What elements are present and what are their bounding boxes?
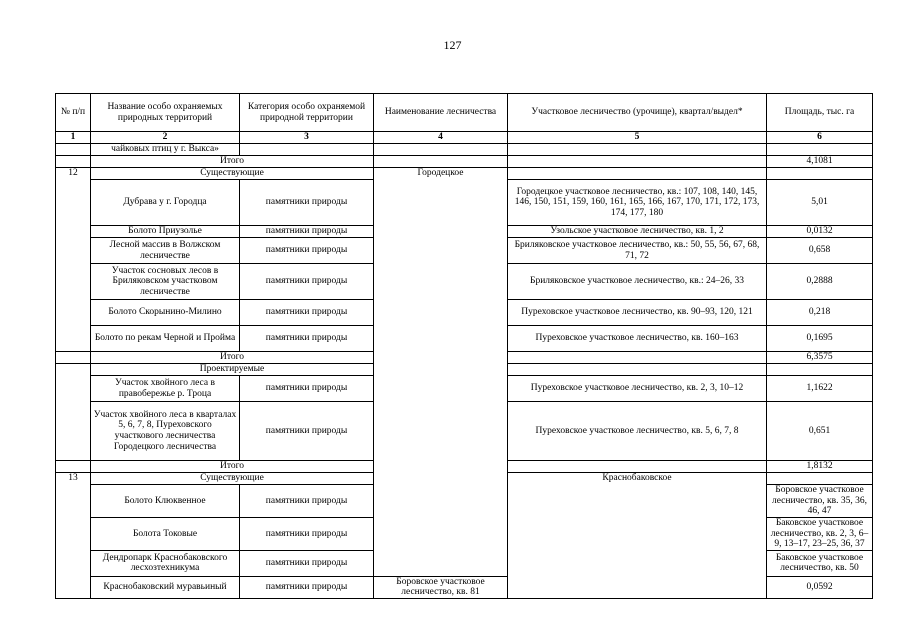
area-location: Боровское участковое лесничество, кв. 35, 36, 46, 47 [767,485,873,518]
area-category: памятники природы [240,264,374,300]
protected-areas-table [55,93,873,599]
area-location: Пуреховское участковое лесничество, кв. 90–93, 120, 121 [508,300,767,326]
group-header-row [56,168,873,180]
area-name: Болота Токовые [91,517,240,550]
area-name: Участок хвойного леса в правобережье р. Троца [91,376,240,402]
total-label: Итого [91,156,374,168]
area-category: памятники природы [240,226,374,238]
page-number: 127 [443,38,462,52]
area-location: Узольское участковое лесничество, кв. 1, 2 [508,226,767,238]
area-location: Пуреховское участковое лесничество, кв. 5, 6, 7, 8 [508,402,767,461]
area-name: Участок сосновых лесов в Бриляковском участковом лесничестве [91,264,240,300]
area-size: 0,1695 [767,326,873,352]
area-location: Боровское участковое лесничество, кв. 81 [374,576,508,598]
area-size: 0,0132 [767,226,873,238]
area-category: памятники природы [240,576,374,598]
total-row [56,156,873,168]
area-category: памятники природы [240,300,374,326]
section-label-planned: Проектируемые [91,364,374,376]
forestry-name: Городецкое [374,168,508,577]
total-area: 4,1081 [767,156,873,168]
area-size: 5,01 [767,180,873,226]
area-category: памятники природы [240,517,374,550]
header-forestry: Наименование лесничества [374,94,508,132]
area-name: Краснобаковский муравьиный [91,576,240,598]
area-name: Дендропарк Краснобаковского лесхозтехникума [91,550,240,576]
area-category: памятники природы [240,376,374,402]
column-number: 4 [374,132,508,144]
table-header-row [56,94,873,132]
total-label: Итого [91,461,374,473]
total-label: Итого [91,352,374,364]
area-category: памятники природы [240,485,374,518]
area-category: памятники природы [240,326,374,352]
total-area: 6,3575 [767,352,873,364]
header-number: № п/п [56,94,91,132]
header-area: Площадь, тыс. га [767,94,873,132]
table-row [56,144,873,156]
area-location: Пуреховское участковое лесничество, кв. 2, 3, 10–12 [508,376,767,402]
area-location: Бриляковское участковое лесничество, кв.: 24–26, 33 [508,264,767,300]
area-size: 0,651 [767,402,873,461]
area-size: 0,0592 [767,576,873,598]
column-number: 5 [508,132,767,144]
column-number: 6 [767,132,873,144]
header-category: Категория особо охраняемой природной территории [240,94,374,132]
section-label-existing: Существующие [91,473,374,485]
area-category: памятники природы [240,180,374,226]
area-name: Дубрава у г. Городца [91,180,240,226]
area-location: Баковское участковое лесничество, кв. 2, 3, 6–9, 13–17, 23–25, 36, 37 [767,517,873,550]
area-name: Болото Приузолье [91,226,240,238]
area-size: 1,1622 [767,376,873,402]
column-number: 1 [56,132,91,144]
area-name: чайковых птиц у г. Выкса» [91,144,240,156]
header-location: Участковое лесничество (урочище), квартал/выдел* [508,94,767,132]
area-location: Пуреховское участковое лесничество, кв. 160–163 [508,326,767,352]
area-category: памятники природы [240,238,374,264]
area-category: памятники природы [240,550,374,576]
area-size: 0,658 [767,238,873,264]
area-name: Болото Скорынино-Милино [91,300,240,326]
area-location: Баковское участковое лесничество, кв. 50 [767,550,873,576]
column-number: 2 [91,132,240,144]
total-area: 1,8132 [767,461,873,473]
area-size: 0,2888 [767,264,873,300]
area-location: Бриляковское участковое лесничество, кв.: 50, 55, 56, 67, 68, 71, 72 [508,238,767,264]
area-name: Болото по рекам Черной и Пройма [91,326,240,352]
group-number: 13 [56,473,91,599]
area-size: 0,218 [767,300,873,326]
group-number: 12 [56,168,91,352]
section-label-existing: Существующие [91,168,374,180]
area-category: памятники природы [240,402,374,461]
area-name: Болото Клюквенное [91,485,240,518]
area-name: Участок хвойного леса в кварталах 5, 6, 7, 8, Пуреховского участкового лесничества Городецкого лесничества [91,402,240,461]
column-number: 3 [240,132,374,144]
forestry-name: Краснобаковское [508,473,767,599]
column-numbers-row [56,132,873,144]
area-location: Городецкое участковое лесничество, кв.: 107, 108, 140, 145, 146, 150, 151, 159, 160, 161, 165, 166, 167, 170, 171, 172, 173, 174, 177, 180 [508,180,767,226]
header-name: Название особо охраняемых природных территорий [91,94,240,132]
area-name: Лесной массив в Волжском лесничестве [91,238,240,264]
